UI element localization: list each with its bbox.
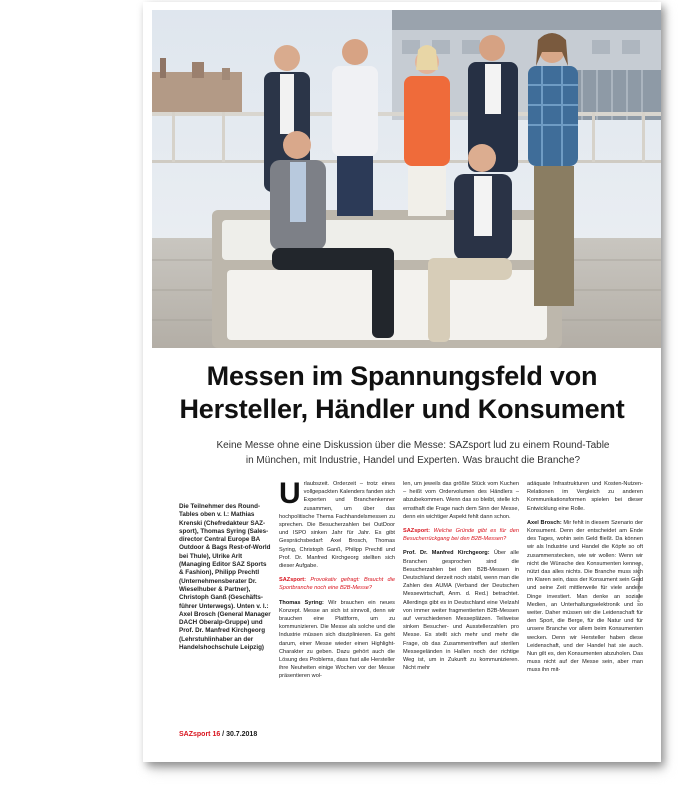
footer-separator: /	[220, 731, 227, 738]
page-footer	[179, 731, 257, 738]
question-label: SAZsport:	[403, 528, 431, 535]
group-photo	[152, 10, 661, 348]
photo-credit: Foto: Mathias Krenski	[636, 563, 641, 602]
speaker-name: Prof. Dr. Manfred Kirchgeorg:	[403, 550, 490, 557]
dropcap: U	[279, 480, 301, 510]
answer-text: Wir brauchen ein neues Konzept. Messe an sich ist sinnvoll, denn wir brauchen eine Plattform, um zu kommunizieren. Die Messe als solche und die Industrie müssen sich disziplinieren. Es geht darum, einer Messe wieder einen Highlight-Charakter zu geben. Dazu gehört auch die Lösung des Problems, dass fast alle Hersteller ihre Neuheiten einige Wochen vor der Messe präsentieren wol-	[279, 599, 395, 680]
group-photo-illustration	[152, 10, 661, 348]
continued-text: len, um jeweils das größte Stück vom Kuchen – heißt vom Ordervolumen des Händlers – abzubekommen. Wenn das so bleibt, stelle ich ernsthaft die Frage nach dem Sinn der Messe, denn ein wichtiger Aspekt fehlt dann schon.	[403, 481, 519, 520]
article-headline	[143, 360, 661, 426]
answer-text: Mir fehlt in diesem Szenario der Konsument. Denn der entscheidet am Ende des Tages, wohin sein Geld fließt. Da können wir als Industrie und Handel die Köpfe so oft zusammenstecken, wie wir wollen: Wenn wir nicht die Wünsche des Konsumenten kennen, nützt das alles nichts. Die Branche muss sich im Klaren sein, dass der Konsument sein Geld und seine Zeit mittlerweile für viele andere Dinge investiert. Man denke an soziale Medien, an Unterhaltungselektronik und so weiter. Daher müssen wir die Leidenschaft für den Sport, die Berge, für die Natur und für unsere Branche vor allem beim Konsumenten wecken. Denn wir Hersteller haben diese Leidenschaft, und der Handel hat sie auch. Nun gilt es, den Konsumenten abzuholen. Das muss nicht auf der Messe sein, aber man muss ihn mit-	[527, 519, 643, 674]
speaker-name: Thomas Syring:	[279, 599, 324, 606]
magazine-page	[143, 2, 661, 762]
article-column-2	[403, 480, 519, 725]
speaker-name: Axel Brosch:	[527, 519, 562, 526]
continued-text: adäquate Infrastrukturen und Kosten-Nutzen-Relationen im Vergleich zu anderen Kommunikationsformen spielen bei dieser Entwicklung eine Rolle.	[527, 481, 643, 512]
question-label: SAZsport:	[279, 577, 307, 584]
headline-line-1: Messen im Spannungsfeld von	[206, 361, 598, 391]
photo-caption: Die Teilnehmer des Round-Tables oben v. l.: Mathias Krenski (Chefredakteur SAZ-sport), Thomas Syring (Sales-director Central Europe BA Outdoor & Bags Rest-of-World bei Thule), Ulrike Arlt (Managing Editor SAZ Sports & Fashion), Philipp Prechtl (Unternehmensberater Dr. Wieselhuber & Partner), Christoph Ganß (Geschäfts-führer Unterwegs). Unten v. l.: Axel Brosch (General Manager DACH Oberalp-Gruppe) und Prof. Dr. Manfred Kirchgeorg (Lehrstuhlinhaber an der Handelshochschule Leipzig)	[179, 503, 271, 652]
question-text: Welche Gründe gibt es für den Besucherrückgang bei den B2B-Messen?	[403, 528, 519, 543]
answer-text: Über alle Branchen gesprochen sind die Besucherzahlen bei den B2B-Messen in Deutschland derzeit noch stabil, wenn man die Zahlen des AUMA (Verband der Deutschen Messewirtschaft, Anm. d. Red.) betrachtet. Allerdings gibt es in Deutschland eine Vielzahl von immer weiter fragmentierten B2B-Messen auf verschiedenen Messeplätzen. Teilweise sinken Besucher- und Ausstellerzahlen pro Messe. Es stellt sich mehr und mehr die Frage, ob das Zusammentreffen auf sterilen Messegeländen in Hallen noch der richtige Weg ist, um in Zukunft zu kommunizieren. Nicht mehr	[403, 550, 519, 672]
footer-date: 30.7.2018	[226, 731, 258, 738]
article-lead: Keine Messe ohne eine Diskussion über die Messe: SAZsport lud zu einem Round-Table in München, mit Industrie, Handel und Experten. Was braucht die Branche?	[216, 440, 610, 466]
intro-text: rlaubszeit. Orderzeit – trotz eines vollgepackten Kalenders fanden sich Experten und Branchenkenner zusammen, um über das hochpolitische Thema Fachhandelsmessen zu sprechen. Die Besucherzahlen bei OutDoor und ISPO sinken Jahr für Jahr. Es gibt Gesprächsbedarf: Axel Brosch, Thomas Syring, Christoph Ganß, Philipp Prechtl und Prof. Dr. Manfred Kirchgeorg stellten sich dieser Aufgabe.	[279, 481, 395, 570]
footer-brand: SAZsport 16	[179, 731, 221, 738]
headline-line-2: Hersteller, Händler und Konsument	[179, 394, 625, 424]
question-text: Provokativ gefragt: Braucht die Sportbranche noch eine B2B-Messe?	[279, 577, 395, 592]
article-column-3	[527, 480, 643, 725]
article-column-1	[279, 480, 395, 725]
